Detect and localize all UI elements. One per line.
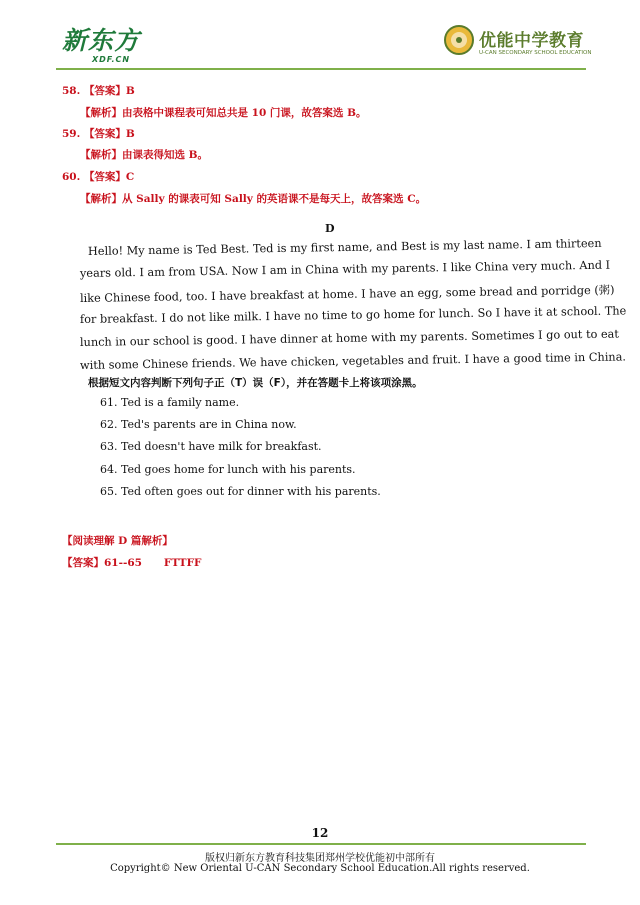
question-61: 61. Ted is a family name. xyxy=(100,396,240,409)
header-divider xyxy=(56,68,586,70)
answer-58-analysis: 【解析】由表格中课程表可知总共是 10 门课，故答案选 B。 xyxy=(80,107,367,119)
question-65: 65. Ted often goes out for dinner with his parents. xyxy=(100,485,381,498)
answer-59-analysis: 【解析】由课表得知选 B。 xyxy=(80,149,209,161)
answer-60-analysis: 【解析】从 Sally 的课表可知 Sally 的英语课不是每天上，故答案选 C。 xyxy=(80,193,427,205)
passage-line: years old. I am from USA. Now I am in China with my parents. I like China very much. And I xyxy=(79,258,611,280)
xdf-logo xyxy=(62,28,162,68)
answer-59-num: 59. xyxy=(62,128,81,140)
answer-60-label: 【答案】C xyxy=(83,171,135,183)
passage-line: with some Chinese friends. We have chicken, vegetables and fruit. I have a good time in China. xyxy=(79,350,627,372)
passage-line: for breakfast. I do not like milk. I have no time to go home for lunch. So I have it at school. The xyxy=(79,304,627,326)
passage-line: Hello! My name is Ted Best. Ted is my first name, and Best is my last name. I am thirteen xyxy=(87,236,602,258)
page-number: 12 xyxy=(311,826,329,840)
passage-line: like Chinese food, too. I have breakfast at home. I have an egg, some bread and porridge (粥) xyxy=(79,283,615,305)
question-62: 62. Ted's parents are in China now. xyxy=(100,418,297,431)
question-64: 64. Ted goes home for lunch with his parents. xyxy=(100,463,356,476)
footer-copyright-en: Copyright© New Oriental U-CAN Secondary School Education.All rights reserved. xyxy=(110,863,530,874)
ucan-logo-name: 优能中学教育 xyxy=(479,31,584,51)
ucan-logo-sub: U-CAN SECONDARY SCHOOL EDUCATION xyxy=(479,50,592,56)
answer-60-num: 60. xyxy=(62,171,81,183)
passage-line: lunch in our school is good. I have dinner at home with my parents. Sometimes I go out to eat xyxy=(79,327,620,349)
ucan-logo xyxy=(443,24,593,64)
answer-58-key xyxy=(62,83,135,98)
footer-copyright-cn: 版权归新东方教育科技集团郑州学校优能初中部所有 xyxy=(205,853,435,864)
question-63: 63. Ted doesn't have milk for breakfast. xyxy=(100,440,322,453)
answer-58-num: 58. xyxy=(62,85,81,97)
answer-58-label: 【答案】B xyxy=(83,85,135,97)
passage-instruction: 根据短文内容判断下列句子正（T）误（F），并在答题卡上将该项涂黑。 xyxy=(88,377,423,389)
passage-title: D xyxy=(325,222,335,235)
answer-59-label: 【答案】B xyxy=(83,128,135,140)
answer-59-key xyxy=(62,126,135,141)
section-d-key: 【答案】61--65 FTTFF xyxy=(62,557,202,569)
section-d-heading: 【阅读理解 D 篇解析】 xyxy=(62,535,173,547)
footer-divider xyxy=(56,843,586,845)
answer-60-key xyxy=(62,169,134,184)
ucan-emblem-icon xyxy=(443,24,475,56)
xdf-logo-text: 新东方 xyxy=(62,26,141,55)
xdf-logo-site: XDF.CN xyxy=(92,55,131,64)
